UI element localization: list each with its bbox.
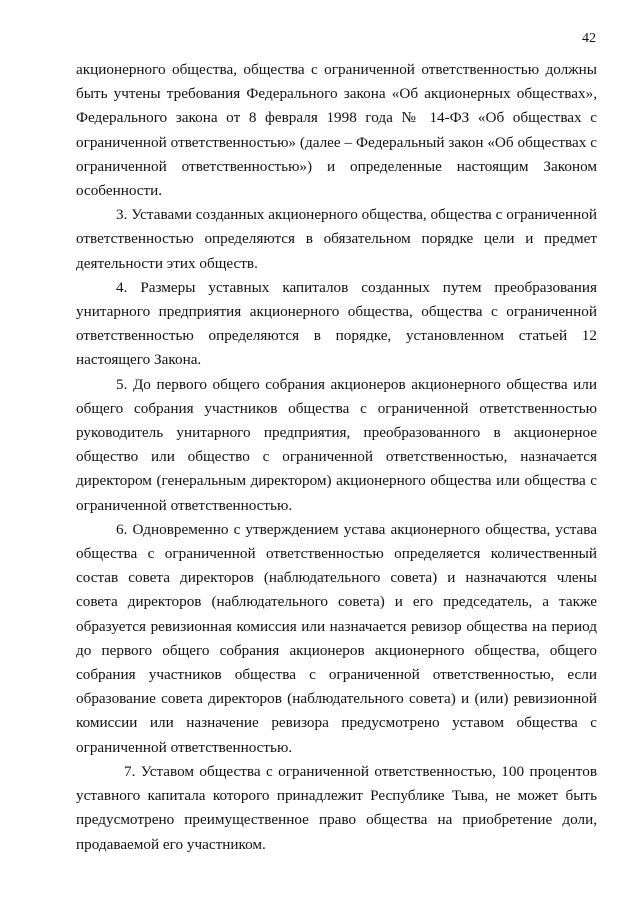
paragraph-continuation: акционерного общества, общества с ограниченной ответственностью должны быть учтены требования Федерального закона «Об акционерных обществах», Федерального закона от 8 февраля 1998 года № 14-ФЗ «Об обществах с ограниченной ответственностью» (далее – Федеральный закон «Об обществах с ограниченной ответственностью») и определенные настоящим Законом особенности. — [76, 61, 597, 200]
document-body — [76, 58, 597, 857]
page-number: 42 — [582, 31, 596, 46]
paragraph-item-5: 5. До первого общего собрания акционеров акционерного общества или общего собрания участников общества с ограниченной ответственностью руководитель унитарного предприятия, преобразованного в акционерное общество или общество с ограниченной ответственностью, назначается директором (генеральным директором) акционерного общества или общества с ограниченной ответственностью. — [76, 375, 597, 514]
paragraph-item-4: 4. Размеры уставных капиталов созданных путем преобразования унитарного предприятия акционерного общества, общества с ограниченной ответственностью определяются в порядке, установленном статьей 12 настоящего Закона. — [76, 278, 597, 369]
paragraph-item-7: 7. Уставом общества с ограниченной ответственностью, 100 процентов уставного капитала которого принадлежит Республике Тыва, не может быть предусмотрено преимущественное право общества на приобретение доли, продаваемой его участником. — [76, 762, 597, 853]
paragraph-item-3: 3. Уставами созданных акционерного общества, общества с ограниченной ответственностью определяются в обязательном порядке цели и предмет деятельности этих обществ. — [76, 206, 597, 272]
paragraph-item-6: 6. Одновременно с утверждением устава акционерного общества, устава общества с ограниченной ответственностью определяется количественный состав совета директоров (наблюдательного совета) и назначаются члены совета директоров (наблюдательного совета) и его председатель, а также образуется ревизионная комиссия или назначается ревизор общества на период до первого общего собрания акционеров акционерного общества, общего собрания участников общества с ограниченной ответственностью, если образование совета директоров (наблюдательного совета) и (или) ревизионной комиссии или назначение ревизора предусмотрено уставом общества с ограниченной ответственностью. — [76, 520, 597, 756]
